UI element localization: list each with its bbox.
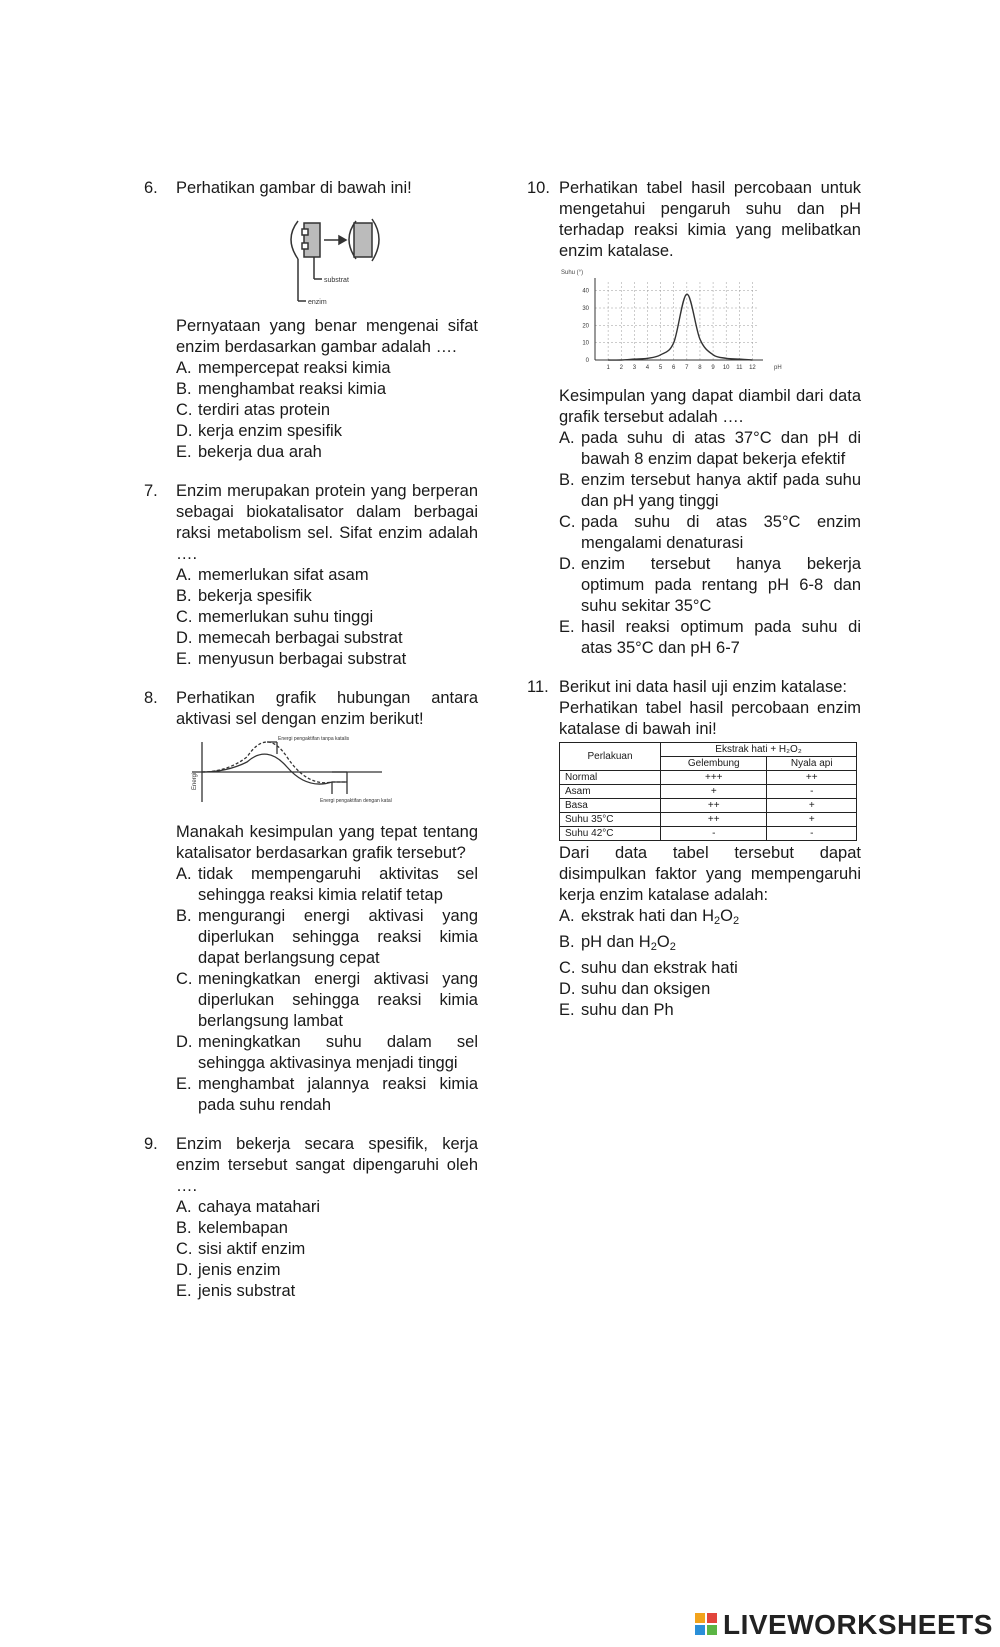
table-header-row — [560, 743, 857, 757]
table-header: Ekstrak hati + H₂O₂ — [661, 743, 857, 757]
table-header: Gelembung — [661, 757, 767, 771]
question-7 — [144, 481, 478, 670]
y-tick-label: 10 — [582, 340, 589, 347]
option-letter: C. — [176, 1240, 193, 1258]
question-6 — [144, 178, 478, 463]
temperature-ph-chart — [559, 264, 789, 376]
option-text: O — [656, 933, 670, 951]
option-text: mempercepat reaksi kimia — [198, 359, 391, 377]
table-cell: Basa — [560, 799, 661, 813]
option-text: memecah berbagai substrat — [198, 629, 403, 647]
option-e[interactable] — [176, 442, 478, 463]
option-d[interactable] — [559, 554, 861, 617]
question-stem: Perhatikan tabel hasil percobaan untuk mengetahui pengaruh suhu dan pH terhadap reaksi kimia yang melibatkan enzim katalase. — [559, 179, 861, 260]
option-letter: B. — [559, 933, 575, 951]
subscript: 2 — [732, 915, 740, 927]
question-followup: Pernyataan yang benar mengenai sifat enzim berdasarkan gambar adalah …. — [176, 317, 478, 356]
option-c[interactable] — [176, 1239, 478, 1260]
question-stem: Enzim merupakan protein yang berperan sebagai biokatalisator dalam berbagai raksi metabolism sel. Sifat enzim adalah …. — [176, 482, 478, 563]
option-letter: E. — [176, 1282, 192, 1300]
option-letter: B. — [559, 471, 575, 489]
option-text: menyusun berbagai substrat — [198, 650, 407, 668]
option-d[interactable] — [176, 1032, 478, 1074]
option-letter: B. — [176, 587, 192, 605]
option-letter: D. — [176, 1261, 193, 1279]
y-tick-label: 30 — [582, 306, 589, 312]
question-9 — [144, 1134, 478, 1302]
x-tick-label: 12 — [749, 365, 756, 371]
option-letter: C. — [176, 608, 193, 626]
option-letter: A. — [559, 907, 575, 925]
table-cell: - — [767, 827, 857, 841]
chart-grid — [595, 282, 759, 360]
option-letter: A. — [559, 429, 575, 447]
activation-energy-figure — [182, 732, 392, 812]
question-followup: Manakah kesimpulan yang tepat tentang katalisator berdasarkan grafik tersebut? — [176, 823, 478, 862]
enzim-label: enzim — [308, 299, 327, 306]
subscript: 2 — [713, 915, 721, 927]
y-tick-label: 40 — [582, 288, 589, 295]
right-column — [527, 178, 861, 1021]
option-letter: C. — [176, 970, 193, 988]
option-c[interactable] — [559, 512, 861, 554]
option-text: tidak mempengaruhi aktivitas sel sehingga reaksi kimia relatif tetap — [198, 865, 478, 904]
option-text: hasil reaksi optimum pada suhu di atas 35°C dan pH 6-7 — [581, 618, 861, 657]
yaxis-label: Energi — [192, 772, 198, 790]
option-a[interactable] — [176, 358, 478, 379]
option-letter: D. — [176, 1033, 193, 1051]
question-number: 7. — [144, 482, 158, 500]
chart-ylabel: Suhu (°) — [561, 270, 584, 276]
x-tick-label: 7 — [685, 365, 689, 371]
option-e[interactable] — [559, 1000, 861, 1021]
option-text: bekerja dua arah — [198, 443, 322, 461]
option-text: cahaya matahari — [198, 1198, 320, 1216]
logo-icon — [695, 1613, 719, 1637]
table-header: Nyala api — [767, 757, 857, 771]
option-a[interactable] — [559, 906, 861, 932]
option-letter: B. — [176, 907, 192, 925]
option-letter: C. — [176, 401, 193, 419]
table-row — [560, 813, 857, 827]
question-10 — [527, 178, 861, 659]
substrat-label: substrat — [324, 277, 349, 284]
option-a[interactable] — [176, 864, 478, 906]
x-tick-label: 4 — [645, 365, 650, 371]
option-a[interactable] — [559, 428, 861, 470]
table-cell: ++ — [661, 799, 767, 813]
option-letter: D. — [559, 555, 576, 573]
option-text: suhu dan ekstrak hati — [581, 959, 738, 977]
option-letter: E. — [559, 1001, 575, 1019]
lock-and-key-diagram — [291, 219, 379, 301]
x-tick-label: 3 — [632, 365, 637, 371]
option-letter: A. — [176, 865, 192, 883]
x-tick-label: 10 — [722, 365, 730, 371]
option-text: meningkatkan suhu dalam sel sehingga aktivasinya menjadi tinggi — [198, 1033, 478, 1072]
catalase-table — [559, 742, 857, 841]
x-tick-label: 6 — [672, 365, 676, 371]
question-stem: Enzim bekerja secara spesifik, kerja enzim tersebut sangat dipengaruhi oleh …. — [176, 1135, 478, 1195]
table-cell: Suhu 35°C — [560, 813, 661, 827]
table-cell: ++ — [767, 771, 857, 785]
option-text: O — [720, 907, 733, 925]
option-letter: B. — [176, 380, 192, 398]
option-text: memerlukan suhu tinggi — [198, 608, 374, 626]
option-letter: D. — [559, 980, 576, 998]
option-text: pH dan H — [581, 933, 651, 951]
question-number: 11. — [527, 678, 549, 696]
question-followup: Kesimpulan yang dapat diambil dari data grafik tersebut adalah …. — [559, 387, 861, 426]
table-cell: + — [767, 799, 857, 813]
option-letter: D. — [176, 422, 193, 440]
option-b[interactable] — [176, 906, 478, 969]
option-letter: A. — [176, 359, 192, 377]
option-text: jenis substrat — [198, 1282, 296, 1300]
table-cell: Normal — [560, 771, 661, 785]
option-d[interactable] — [176, 1260, 478, 1281]
subscript: 2 — [650, 941, 657, 953]
option-text: sisi aktif enzim — [198, 1240, 306, 1258]
option-a[interactable] — [176, 1197, 478, 1218]
table-row — [560, 827, 857, 841]
table-cell: ++ — [661, 813, 767, 827]
option-text: bekerja spesifik — [198, 587, 312, 605]
question-number: 10. — [527, 179, 550, 197]
option-b[interactable] — [176, 379, 478, 400]
table-cell: - — [767, 785, 857, 799]
liveworksheets-logo — [695, 1610, 993, 1640]
top-label: Energi pengaktifan tanpa katalis — [278, 736, 350, 742]
bottom-label: Energi pengaktifan dengan katalis — [320, 798, 392, 804]
option-e[interactable] — [176, 649, 478, 670]
option-letter: C. — [559, 513, 576, 531]
option-d[interactable] — [176, 421, 478, 442]
option-b[interactable] — [559, 932, 861, 958]
option-text: pada suhu di atas 35°C enzim mengalami denaturasi — [581, 513, 861, 552]
table-cell: - — [661, 827, 767, 841]
subscript: 2 — [669, 941, 676, 953]
table-header: Perlakuan — [560, 743, 661, 771]
question-number: 6. — [144, 179, 158, 197]
x-tick-label: 2 — [619, 365, 623, 371]
option-c[interactable] — [176, 969, 478, 1032]
option-letter: E. — [559, 618, 575, 636]
question-followup: Dari data tabel tersebut dapat disimpulkan faktor yang mempengaruhi kerja enzim katalase adalah: — [559, 844, 861, 904]
table-cell: + — [767, 813, 857, 827]
option-text: mengurangi energi aktivasi yang diperlukan sehingga reaksi kimia dapat berlangsung cepat — [198, 907, 478, 967]
option-d[interactable] — [176, 628, 478, 649]
option-text: pada suhu di atas 37°C dan pH di bawah 8 enzim dapat bekerja efektif — [581, 429, 861, 468]
option-text: ekstrak hati dan H — [581, 907, 714, 925]
y-tick-label: 20 — [582, 323, 589, 330]
option-e[interactable] — [559, 617, 861, 659]
table-row — [560, 785, 857, 799]
option-text: meningkatkan energi aktivasi yang diperlukan sehingga reaksi kimia berlangsung lambat — [198, 970, 478, 1030]
chart-xlabel: pH — [774, 365, 782, 371]
option-letter: E. — [176, 443, 192, 461]
option-letter: C. — [559, 959, 576, 977]
option-text: suhu dan oksigen — [581, 980, 711, 998]
x-tick-label: 11 — [736, 365, 743, 371]
question-8 — [144, 688, 478, 1116]
table-row — [560, 771, 857, 785]
option-text: suhu dan Ph — [581, 1001, 674, 1019]
option-letter: A. — [176, 1198, 192, 1216]
option-letter: D. — [176, 629, 193, 647]
option-d[interactable] — [559, 979, 861, 1000]
enzyme-substrate-figure — [236, 201, 436, 306]
option-e[interactable] — [176, 1281, 478, 1302]
option-b[interactable] — [176, 586, 478, 607]
table-cell: +++ — [661, 771, 767, 785]
option-text: menghambat jalannya reaksi kimia pada suhu rendah — [198, 1075, 478, 1114]
question-stem: Perhatikan grafik hubungan antara aktivasi sel dengan enzim berikut! — [176, 689, 478, 728]
question-stem-2: Perhatikan tabel hasil percobaan enzim katalase di bawah ini! — [559, 699, 861, 738]
option-letter: B. — [176, 1219, 192, 1237]
brand-name: LIVEWORKSHEETS — [723, 1609, 993, 1640]
table-cell: + — [661, 785, 767, 799]
y-tick-label: 0 — [585, 358, 589, 364]
option-text: kerja enzim spesifik — [198, 422, 342, 440]
question-stem: Perhatikan gambar di bawah ini! — [176, 179, 412, 197]
question-number: 9. — [144, 1135, 158, 1153]
option-text: menghambat reaksi kimia — [198, 380, 386, 398]
option-text: enzim tersebut hanya bekerja optimum pada rentang pH 6-8 dan suhu sekitar 35°C — [581, 555, 861, 615]
left-column — [144, 178, 478, 1302]
option-letter: E. — [176, 1075, 192, 1093]
x-tick-label: 8 — [698, 365, 702, 371]
option-b[interactable] — [176, 1218, 478, 1239]
question-number: 8. — [144, 689, 158, 707]
table-cell: Suhu 42°C — [560, 827, 661, 841]
question-stem: Berikut ini data hasil uji enzim katalase: — [559, 678, 847, 696]
question-11 — [527, 677, 861, 1021]
option-c[interactable] — [176, 400, 478, 421]
option-e[interactable] — [176, 1074, 478, 1116]
x-tick-label: 1 — [606, 365, 610, 371]
option-letter: A. — [176, 566, 192, 584]
curve-without-catalyst — [202, 742, 347, 783]
option-a[interactable] — [176, 565, 478, 586]
chart-series-line — [608, 294, 752, 360]
option-letter: E. — [176, 650, 192, 668]
option-text: memerlukan sifat asam — [198, 566, 369, 584]
option-c[interactable] — [176, 607, 478, 628]
option-b[interactable] — [559, 470, 861, 512]
x-tick-label: 9 — [711, 365, 715, 371]
table-cell: Asam — [560, 785, 661, 799]
option-c[interactable] — [559, 958, 861, 979]
x-tick-label: 5 — [658, 365, 663, 371]
option-text: enzim tersebut hanya aktif pada suhu dan pH yang tinggi — [581, 471, 861, 510]
option-text: terdiri atas protein — [198, 401, 331, 419]
option-text: kelembapan — [198, 1219, 288, 1237]
option-text: jenis enzim — [198, 1261, 281, 1279]
table-row — [560, 799, 857, 813]
